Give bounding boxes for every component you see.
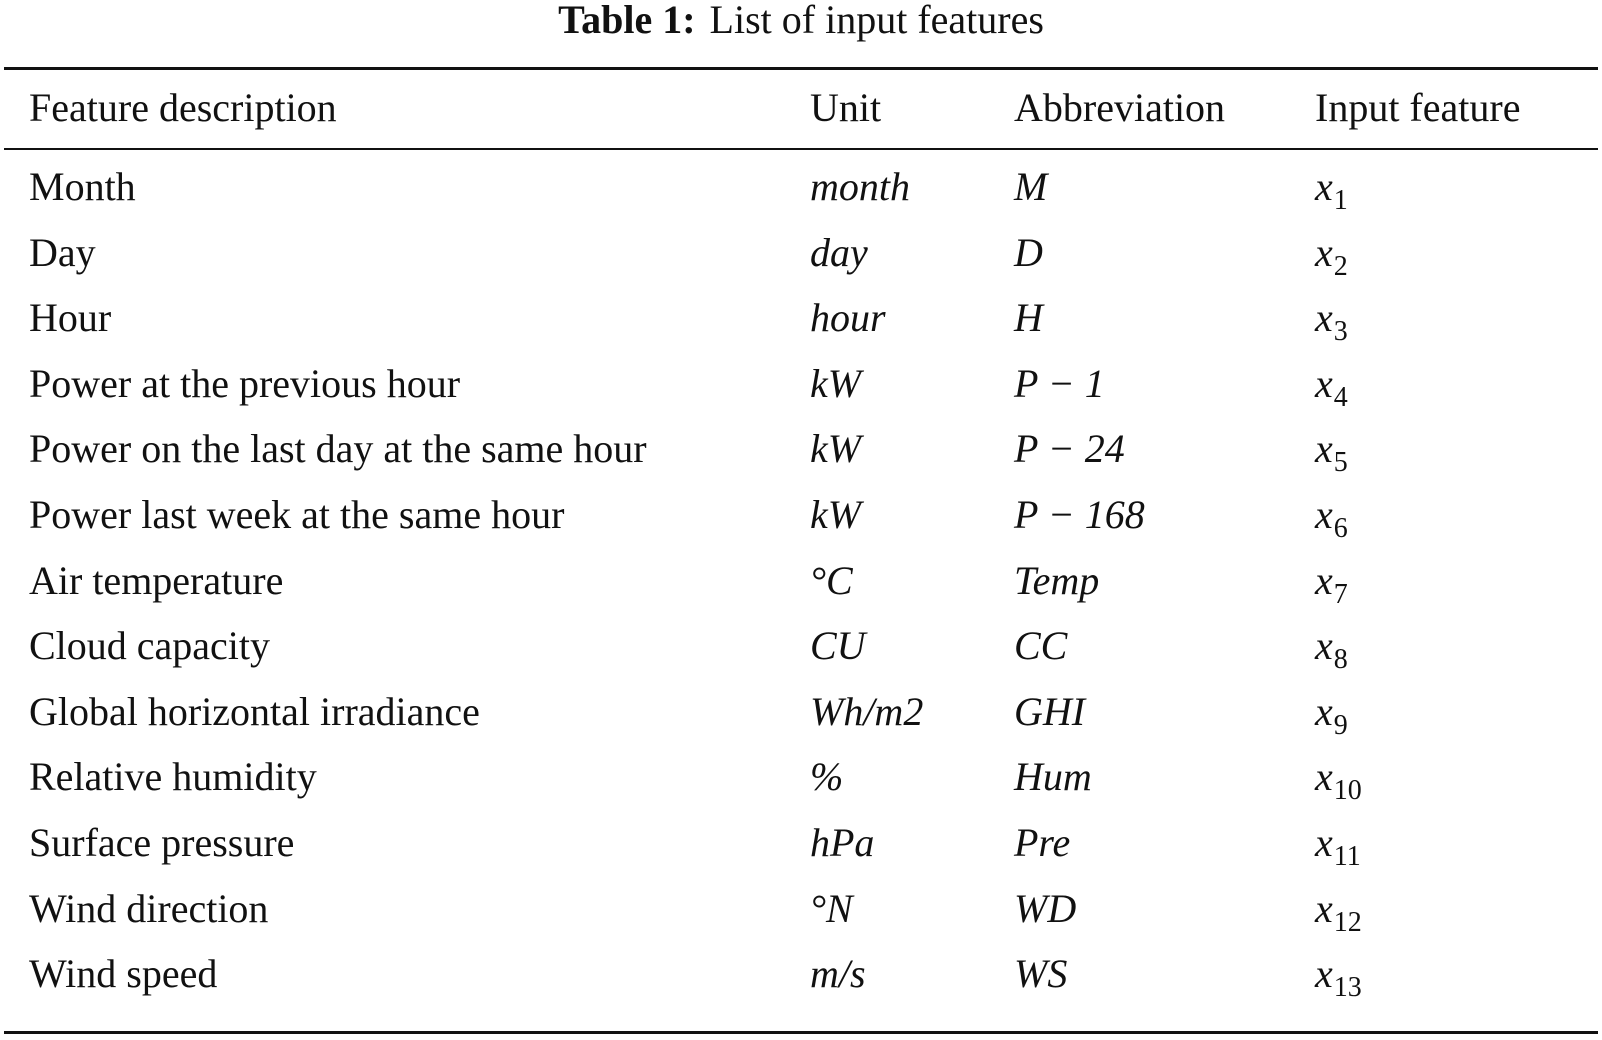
row-abbreviation: GHI bbox=[1014, 689, 1086, 734]
table-caption bbox=[0, 0, 1602, 44]
feature-subscript: 3 bbox=[1333, 316, 1348, 347]
row-unit: kW bbox=[810, 361, 862, 406]
row-unit: hour bbox=[810, 295, 886, 340]
row-description: Power at the previous hour bbox=[29, 361, 461, 406]
row-input-feature bbox=[1315, 491, 1348, 544]
row-abbreviation: WS bbox=[1014, 951, 1068, 996]
feature-subscript: 9 bbox=[1333, 710, 1348, 741]
row-unit: °N bbox=[810, 886, 853, 931]
feature-subscript: 1 bbox=[1333, 185, 1348, 216]
feature-subscript: 5 bbox=[1333, 447, 1348, 478]
row-description: Day bbox=[29, 230, 96, 275]
feature-variable: x bbox=[1315, 426, 1333, 471]
feature-subscript: 7 bbox=[1333, 579, 1348, 610]
feature-subscript: 13 bbox=[1333, 972, 1362, 1003]
feature-subscript: 11 bbox=[1333, 841, 1361, 872]
row-abbreviation: WD bbox=[1014, 886, 1077, 931]
table-caption-title: List of input features bbox=[709, 0, 1044, 42]
feature-variable: x bbox=[1315, 295, 1333, 340]
row-unit: °C bbox=[810, 558, 853, 603]
feature-variable: x bbox=[1315, 492, 1333, 537]
row-input-feature bbox=[1315, 229, 1348, 282]
row-unit: m/s bbox=[810, 951, 866, 996]
row-input-feature bbox=[1315, 622, 1348, 675]
table-caption-label: Table 1: bbox=[558, 0, 696, 42]
row-unit: hPa bbox=[810, 820, 875, 865]
row-abbreviation: Hum bbox=[1014, 754, 1092, 799]
row-input-feature bbox=[1315, 163, 1348, 216]
row-description: Surface pressure bbox=[29, 820, 295, 865]
row-unit: % bbox=[810, 754, 844, 799]
row-input-feature bbox=[1315, 294, 1348, 347]
feature-variable: x bbox=[1315, 886, 1333, 931]
row-description: Relative humidity bbox=[29, 754, 317, 799]
row-input-feature bbox=[1315, 753, 1362, 806]
row-abbreviation: CC bbox=[1014, 623, 1068, 668]
row-input-feature bbox=[1315, 819, 1361, 872]
table-header-rule bbox=[4, 148, 1598, 150]
row-abbreviation: D bbox=[1014, 230, 1043, 275]
row-description: Air temperature bbox=[29, 558, 284, 603]
row-unit: kW bbox=[810, 492, 862, 537]
row-abbreviation: H bbox=[1014, 295, 1043, 340]
feature-subscript: 2 bbox=[1333, 251, 1348, 282]
row-input-feature bbox=[1315, 425, 1348, 478]
row-unit: Wh/m2 bbox=[810, 689, 924, 734]
row-description: Power on the last day at the same hour bbox=[29, 426, 647, 471]
row-description: Hour bbox=[29, 295, 112, 340]
row-input-feature bbox=[1315, 360, 1348, 413]
row-abbreviation: P − 168 bbox=[1014, 492, 1145, 537]
feature-subscript: 10 bbox=[1333, 775, 1362, 806]
row-abbreviation: Pre bbox=[1014, 820, 1071, 865]
feature-variable: x bbox=[1315, 623, 1333, 668]
feature-variable: x bbox=[1315, 361, 1333, 406]
feature-variable: x bbox=[1315, 689, 1333, 734]
header-abbreviation: Abbreviation bbox=[1014, 85, 1226, 130]
row-description: Month bbox=[29, 164, 136, 209]
feature-variable: x bbox=[1315, 164, 1333, 209]
row-abbreviation: P − 24 bbox=[1014, 426, 1125, 471]
row-abbreviation: P − 1 bbox=[1014, 361, 1105, 406]
feature-variable: x bbox=[1315, 230, 1333, 275]
row-abbreviation: Temp bbox=[1014, 558, 1100, 603]
row-description: Global horizontal irradiance bbox=[29, 689, 480, 734]
row-unit: month bbox=[810, 164, 910, 209]
feature-variable: x bbox=[1315, 558, 1333, 603]
row-input-feature bbox=[1315, 885, 1362, 938]
table-bottom-rule bbox=[4, 1031, 1598, 1034]
row-description: Power last week at the same hour bbox=[29, 492, 565, 537]
row-unit: kW bbox=[810, 426, 862, 471]
header-unit: Unit bbox=[810, 85, 882, 130]
row-unit: CU bbox=[810, 623, 866, 668]
feature-subscript: 8 bbox=[1333, 644, 1348, 675]
row-abbreviation: M bbox=[1014, 164, 1048, 209]
row-input-feature bbox=[1315, 688, 1348, 741]
row-input-feature bbox=[1315, 950, 1362, 1003]
row-unit: day bbox=[810, 230, 868, 275]
row-description: Cloud capacity bbox=[29, 623, 271, 668]
feature-variable: x bbox=[1315, 754, 1333, 799]
feature-variable: x bbox=[1315, 820, 1333, 865]
feature-variable: x bbox=[1315, 951, 1333, 996]
table-top-rule bbox=[4, 67, 1598, 70]
row-description: Wind direction bbox=[29, 886, 269, 931]
header-input-feature: Input feature bbox=[1315, 85, 1521, 130]
feature-subscript: 12 bbox=[1333, 907, 1362, 938]
feature-subscript: 4 bbox=[1333, 382, 1348, 413]
row-description: Wind speed bbox=[29, 951, 218, 996]
header-feature-description: Feature description bbox=[29, 85, 337, 130]
feature-subscript: 6 bbox=[1333, 513, 1348, 544]
row-input-feature bbox=[1315, 557, 1348, 610]
